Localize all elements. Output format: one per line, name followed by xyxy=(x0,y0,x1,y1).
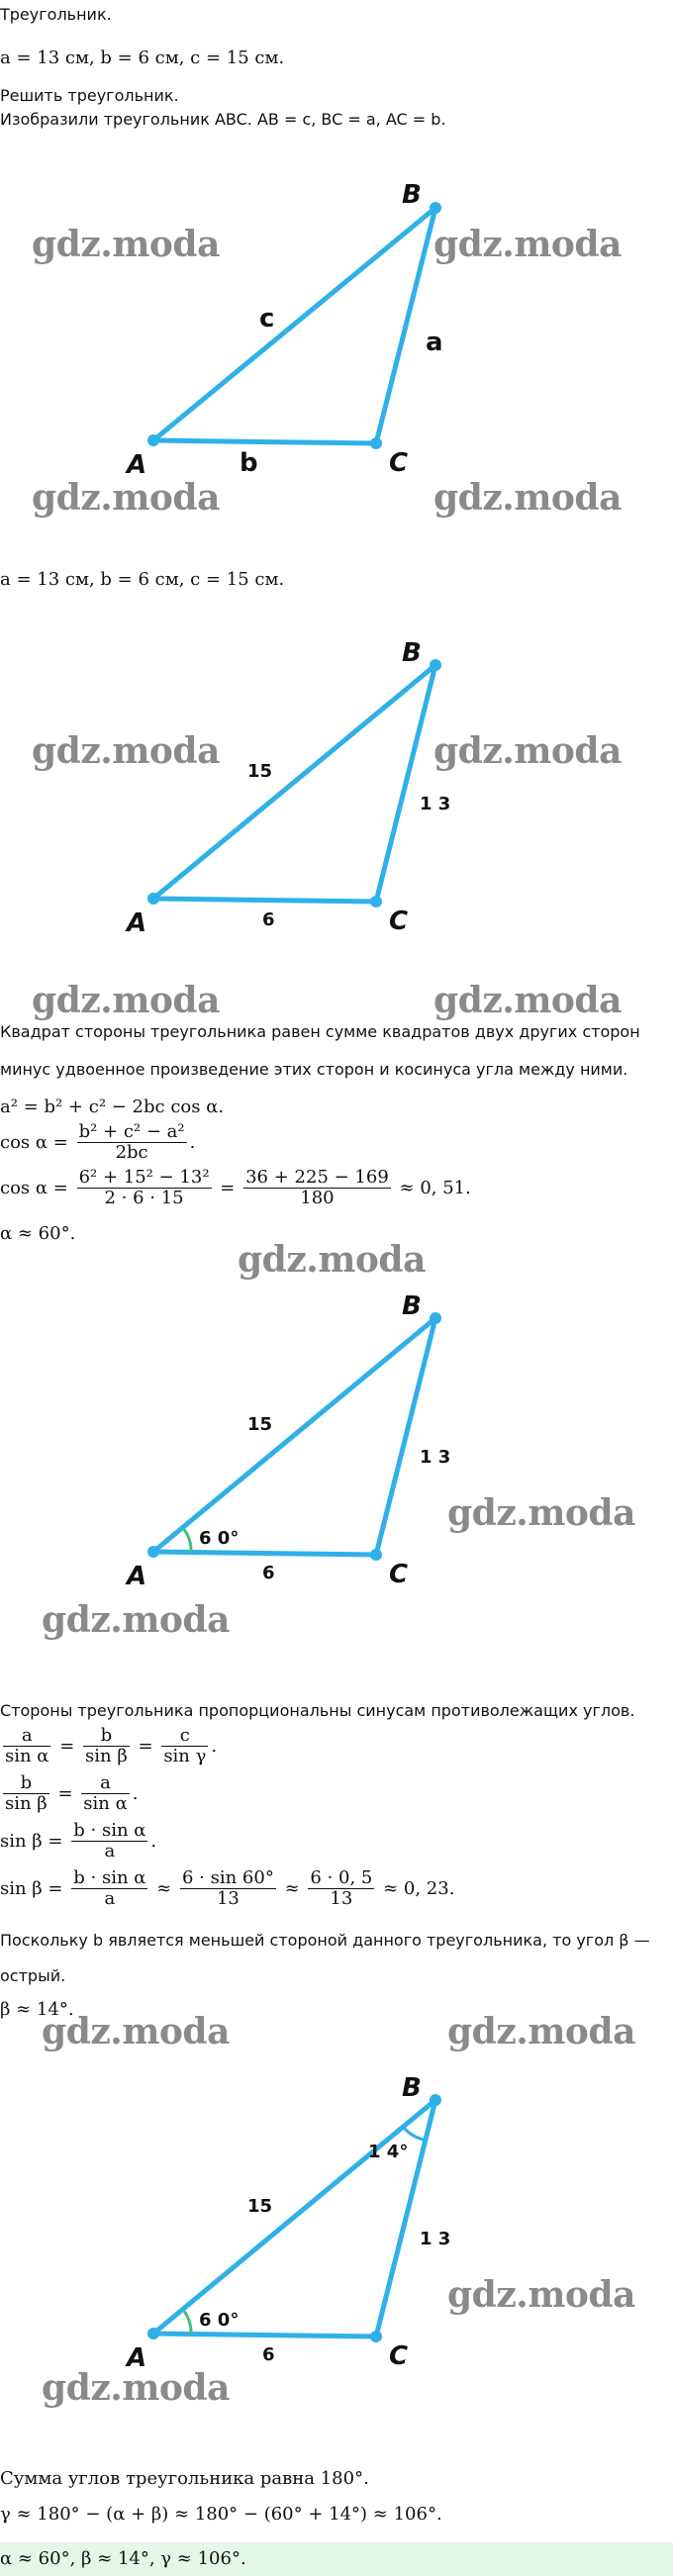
vertex-c-label: C xyxy=(389,2341,409,2371)
denominator: sin β xyxy=(5,1793,48,1814)
vertex-c-label: C xyxy=(389,906,409,936)
triangle-abc xyxy=(153,2100,435,2337)
numerator: a xyxy=(3,1726,50,1747)
beta-result: β ≈ 14°. xyxy=(0,1999,74,2020)
angle-a-arc xyxy=(183,2310,191,2335)
numerator: 6 · sin 60° xyxy=(181,1867,274,1888)
drawn-text: Изобразили треугольник ABC. AB = c, BC = a, AC = b. xyxy=(0,110,446,129)
triangle-figure-1 xyxy=(0,168,673,525)
vertex-b-label: B xyxy=(402,180,422,210)
vertex-b-dot xyxy=(430,2094,441,2106)
denominator: sin β xyxy=(85,1746,128,1766)
sine-ratio-equation: $\frac{b}{\text{sin β}}$ = $\frac{a}{\text{sin α}}$ . xyxy=(5,1772,139,1814)
triangle-figure-4 xyxy=(0,2058,673,2385)
task-text: Решить треугольник. xyxy=(0,86,179,105)
angle-a-label: 6 0° xyxy=(199,1528,240,1549)
cosine-rule-line-2: минус удвоенное произведение этих сторон и косинуса угла между ними. xyxy=(0,1060,628,1079)
fraction xyxy=(77,1168,212,1208)
numerator: b xyxy=(83,1726,130,1747)
vertex-b-label: B xyxy=(402,638,422,668)
watermark: gdz.moda xyxy=(433,224,622,265)
vertex-a-dot xyxy=(147,1546,159,1558)
cos-alpha-calculation: cos α = $\frac{\text{6² + 15² − 13²}}{2 \cdot 6 \cdot 15}$ = $\frac{36 + 225 - 169}{180}$ ≈ 0, 51. xyxy=(0,1167,471,1208)
denominator: 2bc xyxy=(115,1142,148,1163)
cosine-law-equation: a² = b² + c² − 2bc cos α. xyxy=(0,1097,225,1117)
numerator: 36 + 225 − 169 xyxy=(245,1167,389,1188)
watermark: gdz.moda xyxy=(447,2011,635,2052)
fraction xyxy=(3,1773,49,1814)
vertex-a-dot xyxy=(147,434,159,446)
beta-note-line-1: Поскольку b является меньшей стороной данного треугольника, то угол β — xyxy=(0,1931,650,1950)
numerator: b² + c² − a² xyxy=(78,1121,185,1142)
vertex-a-dot xyxy=(147,893,159,905)
watermark: gdz.moda xyxy=(42,2011,230,2052)
numerator: 6 · 0, 5 xyxy=(310,1867,373,1888)
vertex-a-label: A xyxy=(127,2343,147,2373)
vertex-a-label: A xyxy=(127,450,147,480)
triangle-abc xyxy=(153,1318,435,1555)
side-ac-length: 6 xyxy=(262,2344,275,2365)
angle-a-arc xyxy=(183,1528,191,1553)
numerator: b · sin α xyxy=(73,1820,146,1841)
side-bc-length: 1 3 xyxy=(420,1447,451,1468)
denominator: a xyxy=(104,1841,116,1861)
watermark: gdz.moda xyxy=(447,2274,635,2316)
vertex-b-dot xyxy=(430,202,441,214)
angle-a-label: 6 0° xyxy=(199,2310,240,2331)
triangle-figure-3 xyxy=(0,1277,673,1603)
side-ab-length: 15 xyxy=(247,761,273,782)
denominator: 180 xyxy=(300,1188,335,1208)
fraction xyxy=(161,1726,208,1766)
fraction xyxy=(180,1868,276,1909)
watermark: gdz.moda xyxy=(238,1239,426,1281)
vertex-a-label: A xyxy=(127,908,147,938)
side-c-label: c xyxy=(259,304,275,334)
answer-highlight xyxy=(0,2542,673,2576)
numerator: c xyxy=(161,1726,208,1747)
angle-b-label: 1 4° xyxy=(368,2142,409,2162)
vertex-c-dot xyxy=(370,2331,382,2342)
triangle-abc xyxy=(153,665,435,902)
fraction xyxy=(308,1868,374,1909)
denominator: a xyxy=(104,1888,116,1909)
watermark: gdz.moda xyxy=(42,2367,230,2409)
side-ac-length: 6 xyxy=(262,1563,275,1583)
fraction xyxy=(83,1726,130,1766)
intro-title: Треугольник. xyxy=(0,5,112,24)
beta-note-line-2: острый. xyxy=(0,1966,66,1985)
numerator: 6² + 15² − 13² xyxy=(78,1167,210,1188)
sine-rule-text: Стороны треугольника пропорциональны синусам противолежащих углов. xyxy=(0,1701,635,1720)
watermark: gdz.moda xyxy=(32,730,220,772)
fraction xyxy=(77,1122,187,1163)
alpha-result: α ≈ 60°. xyxy=(0,1223,76,1244)
watermark: gdz.moda xyxy=(433,730,622,772)
given-values: a = 13 см, b = 6 см, c = 15 см. xyxy=(0,48,285,68)
given-values-2: a = 13 см, b = 6 см, c = 15 см. xyxy=(0,569,285,590)
formula-lhs: cos α = xyxy=(0,1132,68,1153)
denominator: 13 xyxy=(330,1888,353,1909)
denominator: sin α xyxy=(83,1793,128,1814)
numerator: a xyxy=(81,1773,129,1794)
numerator: b · sin α xyxy=(73,1867,146,1888)
formula-tail: ≈ 0, 23. xyxy=(383,1878,455,1899)
gamma-result: γ ≈ 180° − (α + β) ≈ 180° − (60° + 14°) ≈ 106°. xyxy=(0,2504,442,2525)
vertex-a-label: A xyxy=(127,1562,147,1591)
triangle-figure-2 xyxy=(0,623,673,950)
denominator: 2 · 6 · 15 xyxy=(104,1188,184,1208)
vertex-b-label: B xyxy=(402,2073,422,2103)
vertex-c-dot xyxy=(370,437,382,449)
side-a-label: a xyxy=(426,328,443,357)
vertex-c-label: C xyxy=(389,1560,409,1589)
side-ab-length: 15 xyxy=(247,1414,273,1435)
fraction xyxy=(243,1168,391,1208)
formula-lhs: sin β = xyxy=(0,1831,63,1852)
watermark: gdz.moda xyxy=(433,477,622,519)
vertex-c-dot xyxy=(370,896,382,907)
watermark: gdz.moda xyxy=(32,477,220,519)
side-ab-length: 15 xyxy=(247,2196,273,2217)
side-ac-length: 6 xyxy=(262,909,275,930)
cos-alpha-formula: cos α = $\frac{\text{b² + c² − a²}}{2bc}$ . xyxy=(0,1121,196,1163)
vertex-b-dot xyxy=(430,659,441,671)
vertex-c-dot xyxy=(370,1549,382,1561)
vertex-b-label: B xyxy=(402,1291,422,1321)
denominator: sin γ xyxy=(163,1746,207,1766)
watermark: gdz.moda xyxy=(32,980,220,1021)
side-bc-length: 1 3 xyxy=(420,794,451,814)
watermark: gdz.moda xyxy=(433,980,622,1021)
cosine-rule-line-1: Квадрат стороны треугольника равен сумме квадратов двух других сторон xyxy=(0,1022,640,1041)
side-bc-length: 1 3 xyxy=(420,2229,451,2249)
sin-beta-calculation: sin β = $\frac{\text{b · sin α}}{a}$ ≈ $\frac{6 \cdot \sin 60^\circ}{13}$ ≈ $\frac{6 \cdot 0, 5}{13}$ ≈ 0, 23. xyxy=(0,1867,455,1909)
fraction xyxy=(81,1773,129,1814)
sine-rule-equation: $\frac{a}{\text{sin α}}$ = $\frac{b}{\text{sin β}}$ = $\frac{c}{\text{sin γ}}$ . xyxy=(5,1725,218,1766)
sin-beta-formula: sin β = $\frac{\text{b · sin α}}{a}$ . xyxy=(0,1820,157,1861)
fraction xyxy=(71,1821,147,1861)
vertex-c-label: C xyxy=(389,448,409,478)
watermark: gdz.moda xyxy=(447,1492,635,1534)
watermark: gdz.moda xyxy=(32,224,220,265)
side-b-label: b xyxy=(240,448,258,478)
denominator: sin α xyxy=(5,1746,49,1766)
fraction xyxy=(71,1868,147,1909)
vertex-b-dot xyxy=(430,1312,441,1324)
angle-sum-rule: Сумма углов треугольника равна 180°. xyxy=(0,2468,369,2489)
fraction xyxy=(3,1726,50,1766)
watermark: gdz.moda xyxy=(42,1599,230,1641)
final-answer: α ≈ 60°, β ≈ 14°, γ ≈ 106°. xyxy=(0,2548,246,2569)
vertex-a-dot xyxy=(147,2328,159,2339)
formula-tail: ≈ 0, 51. xyxy=(399,1178,471,1198)
numerator: b xyxy=(3,1773,49,1794)
formula-lhs: sin β = xyxy=(0,1878,63,1899)
formula-lhs: cos α = xyxy=(0,1178,68,1198)
denominator: 13 xyxy=(216,1888,240,1909)
angle-b-arc xyxy=(403,2127,428,2141)
